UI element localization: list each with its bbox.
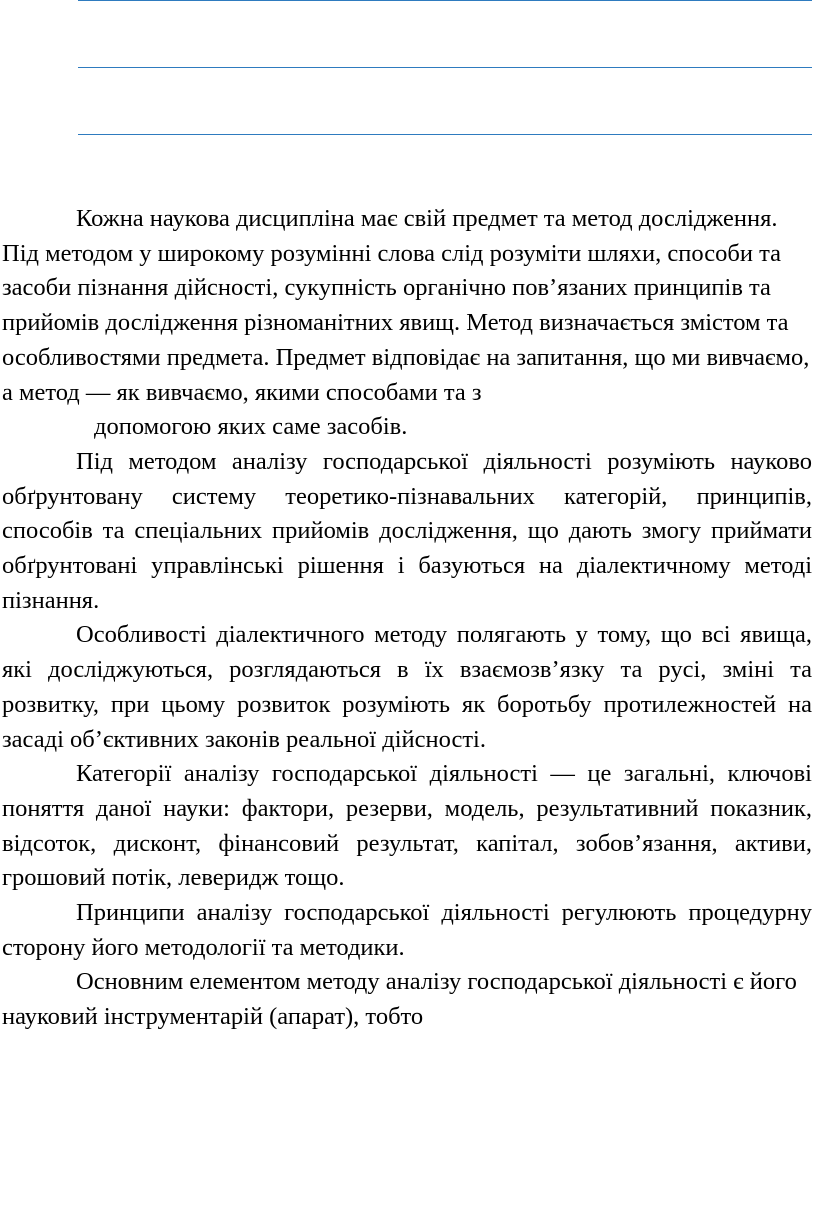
paragraph-principles: Принципи аналізу господарської діяльності регулюють процедурну сторону його методології та методики. bbox=[2, 899, 812, 961]
ruled-line-2 bbox=[78, 67, 812, 68]
ruled-line-1 bbox=[78, 0, 812, 1]
paragraph-categories: Категорії аналізу господарської діяльності — це загальні, ключові поняття даної науки: фактори, резерви, модель, результативний показник, відсоток, дисконт, фінансовий результат, капітал, зобов’язання, активи, грошовий потік, леверидж тощо. bbox=[2, 760, 812, 892]
paragraph-analysis-method: Під методом аналізу господарської діяльності розуміють науково обґрунтовану систему теоретико-пізнавальних категорій, принципів, способів та спеціальних прийомів дослідження, що дають змогу приймати обґрунтовані управлінські рішення і базуються на діалектичному методі пізнання. bbox=[2, 447, 812, 614]
paragraph-continuation: допомогою яких саме засобів. bbox=[94, 413, 408, 441]
document-body bbox=[2, 202, 812, 1035]
paragraph-subject-method: Кожна наукова дисципліна має свій предмет та метод дослідження. Під методом у широкому розумінні слова слід розуміти шляхи, способи та засоби пізнання дійсності, сукупність органічно пов’язаних принципів та прийомів дослідження різноманітних явищ. Метод визначається змістом та особливостями предмета. Предмет відповідає на запитання, що ми вивчаємо, а метод — як вивчаємо, якими способами та з bbox=[2, 205, 810, 406]
paragraph-dialectical-method: Особливості діалектичного методу полягають у тому, що всі явища, які досліджуються, розглядаються в їх взаємозв’язку та русі, зміні та розвитку, при цьому розвиток розуміють як боротьбу протилежностей на засаді об’єктивних законів реальної дійсності. bbox=[2, 621, 812, 753]
paragraph-instrumentarium: Основним елементом методу аналізу господарської діяльності є його науковий інструментарій (апарат), тобто bbox=[2, 968, 797, 1031]
ruled-line-3 bbox=[78, 134, 812, 135]
